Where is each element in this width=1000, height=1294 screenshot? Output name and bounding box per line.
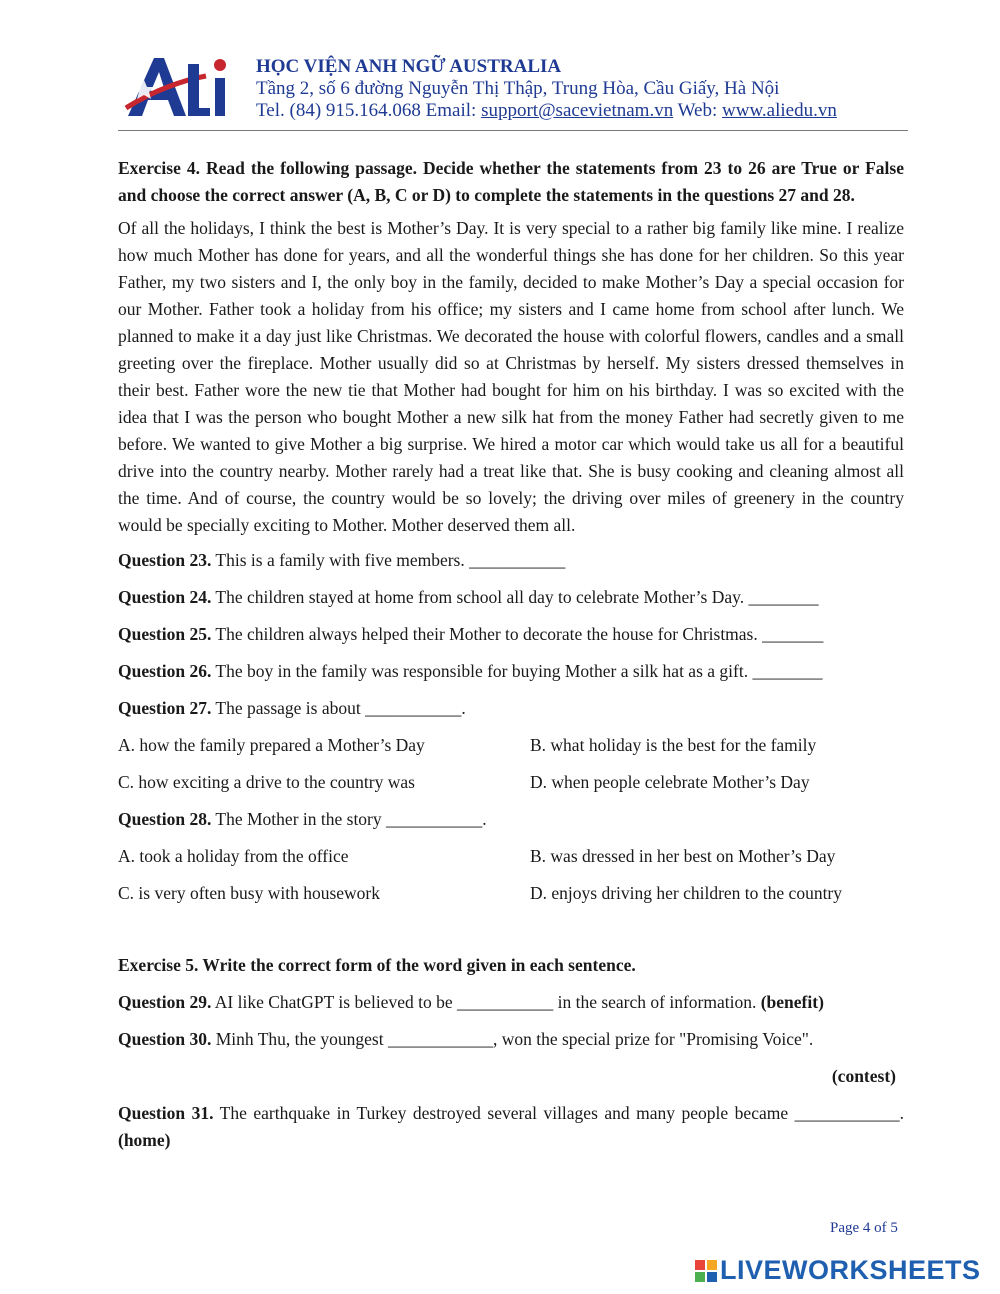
liveworksheets-wordmark: LIVEWORKSHEETS — [720, 1255, 981, 1285]
question-label: Question 23. — [118, 550, 212, 570]
exercise4-title: Exercise 4. Read the following passage. Decide whether the statements from 23 to 26 are True or False and choose the correct answer (A, B, C or D) to complete the statements in the questions 27 and 28. — [118, 158, 904, 205]
option-b: B. was dressed in her best on Mother’s Day — [530, 846, 836, 866]
word-hint: (home) — [118, 1130, 171, 1150]
question-text: This is a family with five members. ___________ — [211, 550, 566, 570]
question-text: The passage is about ___________. — [211, 698, 466, 718]
question-text: The boy in the family was responsible for buying Mother a silk hat as a gift. ________ — [211, 661, 823, 681]
org-address: Tầng 2, số 6 đường Nguyễn Thị Thập, Trung Hòa, Cầu Giấy, Hà Nội — [256, 78, 780, 99]
header-divider — [118, 130, 908, 131]
question-29 — [118, 989, 904, 1016]
question-label: Question 25. — [118, 624, 212, 644]
question-text: The children always helped their Mother to decorate the house for Christmas. _______ — [211, 624, 824, 644]
question-23 — [118, 547, 904, 574]
org-name: HỌC VIỆN ANH NGỮ AUSTRALIA — [256, 56, 562, 77]
question-27 — [118, 695, 904, 722]
question-text: The children stayed at home from school all day to celebrate Mother’s Day. ________ — [211, 587, 819, 607]
exercise5-title-text: Exercise 5. Write the correct form of the word given in each sentence. — [118, 955, 636, 975]
q28-options-row1 — [118, 843, 904, 870]
q28-options-row2 — [118, 880, 904, 907]
option-c: C. how exciting a drive to the country was — [118, 772, 415, 792]
q27-options-row2 — [118, 769, 904, 796]
reading-passage: Of all the holidays, I think the best is Mother’s Day. It is very special to a rather big family like mine. I realize how much Mother has done for years, and all the wonderful things she has done for her children. So this year Father, my two sisters and I, the only boy in the family, decided to make Mother’s Day a special occasion for our Mother. Father took a holiday from his office; my sisters and I came home from school after lunch. We planned to make it a day just like Christmas. We decorated the house with colorful flowers, candles and a small greeting over the fireplace. Mother usually did so at Christmas by herself. My sisters dressed themselves in their best. Father wore the new tie that Mother had bought for him on his birthday. I was so excited with the idea that I was the person who bought Mother a new silk hat from the money Father had secretly given to me before. We wanted to give Mother a big surprise. We hired a motor car which would take us all for a beautiful drive into the country nearby. Mother rarely had a treat like that. She is busy cooking and cleaning almost all the time. And of course, the country would be so lovely; the driving over miles of greenery in the country would be specially exciting to Mother. Mother deserved them all. — [118, 218, 904, 535]
option-d: D. when people celebrate Mother’s Day — [530, 772, 810, 792]
q27-options-row1 — [118, 732, 904, 759]
question-26 — [118, 658, 904, 685]
question-label: Question 28. — [118, 809, 212, 829]
option-a: A. how the family prepared a Mother’s Day — [118, 735, 425, 755]
exercise5-title — [118, 952, 904, 979]
web-label: Web: — [673, 100, 722, 121]
option-d: D. enjoys driving her children to the country — [530, 883, 843, 903]
question-label: Question 24. — [118, 587, 212, 607]
question-label: Question 27. — [118, 698, 212, 718]
tel-text: Tel. (84) 915.164.068 Email: — [256, 100, 482, 121]
question-30 — [118, 1026, 904, 1053]
question-label: Question 30. — [118, 1029, 212, 1049]
question-28 — [118, 806, 904, 833]
liveworksheets-logo-icon — [695, 1260, 717, 1282]
question-30-hint — [118, 1063, 904, 1090]
question-25 — [118, 621, 904, 648]
page-header — [118, 48, 908, 132]
option-c: C. is very often busy with housework — [118, 883, 380, 903]
question-text: Minh Thu, the youngest ____________, won the special prize for "Promising Voice". — [211, 1029, 814, 1049]
option-a: A. took a holiday from the office — [118, 846, 349, 866]
ali-logo — [124, 50, 234, 120]
question-label: Question 31. — [118, 1103, 214, 1123]
contact-line — [256, 100, 837, 122]
question-label: Question 26. — [118, 661, 212, 681]
header-text — [256, 56, 837, 122]
question-24 — [118, 584, 904, 611]
question-text: The Mother in the story ___________. — [211, 809, 487, 829]
worksheet-content — [118, 155, 904, 1164]
question-text: The earthquake in Turkey destroyed several villages and many people became ____________. — [213, 1103, 904, 1123]
option-b: B. what holiday is the best for the family — [530, 735, 817, 755]
question-text: AI like ChatGPT is believed to be ___________ in the search of information. — [211, 992, 761, 1012]
question-31 — [118, 1100, 904, 1154]
word-hint: (contest) — [831, 1066, 896, 1086]
liveworksheets-brand[interactable] — [695, 1255, 981, 1286]
page-number: Page 4 of 5 — [830, 1220, 898, 1236]
word-hint: (benefit) — [760, 992, 824, 1012]
question-label: Question 29. — [118, 992, 212, 1012]
web-link[interactable]: www.aliedu.vn — [722, 100, 837, 121]
email-link[interactable]: support@sacevietnam.vn — [481, 100, 674, 121]
section-spacer — [118, 917, 904, 952]
